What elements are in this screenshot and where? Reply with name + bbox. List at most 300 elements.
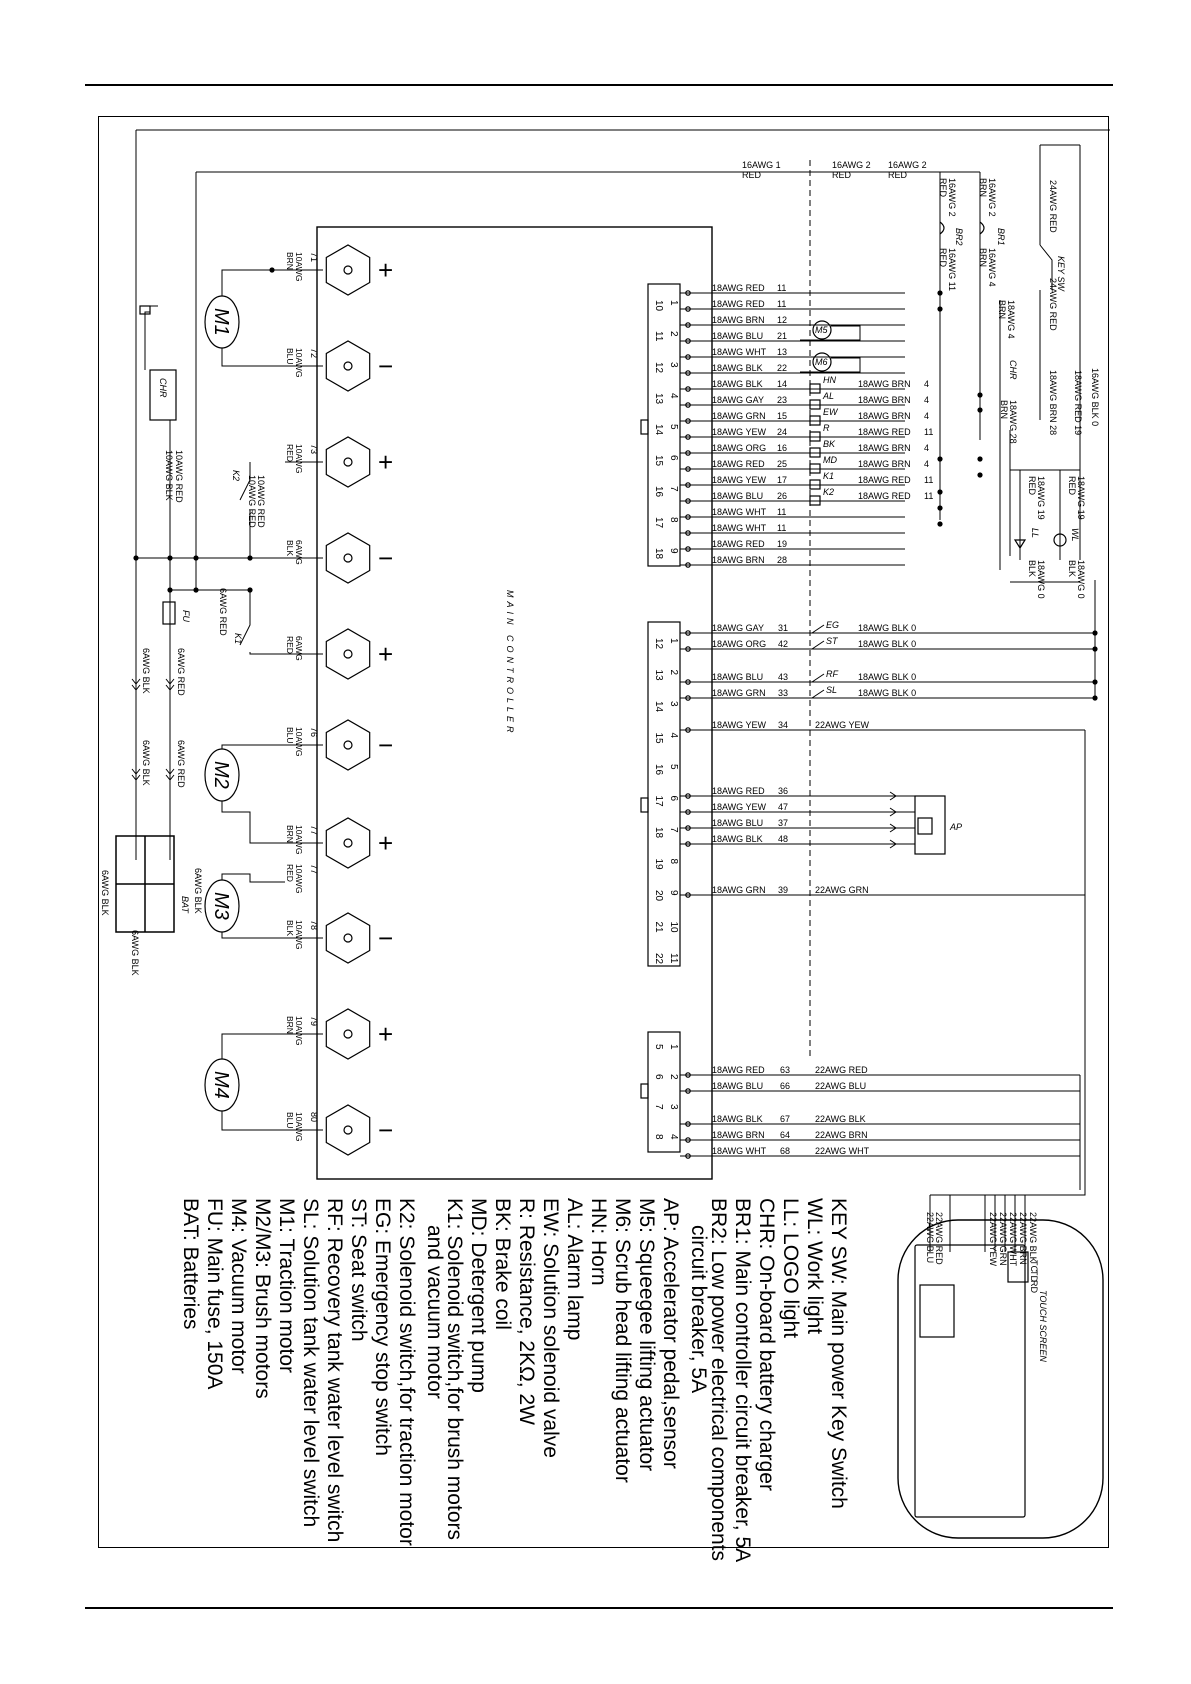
terminal-id: 77 [309, 864, 319, 875]
pin-number: 14 [653, 701, 664, 713]
touch-yew: 22AWG YEW [988, 1212, 998, 1267]
terminal-stud [344, 266, 352, 274]
terminal-wire-gauge: 10AWG [294, 348, 304, 378]
terminal-wire-color: BRN [285, 1016, 295, 1034]
wire [222, 745, 285, 749]
legend-item: EW: Solution solenoid valve [539, 1198, 562, 1458]
terminal-wire-gauge: 10AWG [294, 727, 304, 757]
k1-red-label: 6AWG RED [218, 588, 228, 636]
legend-item: FU: Main fuse, 150A [203, 1198, 226, 1390]
wire-label: 18AWG BLU [712, 818, 764, 828]
wire-label: 18AWG ORG [712, 443, 767, 453]
red19-label: 18AWG RED 19 [1073, 370, 1083, 436]
extension-wire: 22AWG BLK [815, 1114, 866, 1124]
terminal-id: 77 [309, 825, 319, 836]
brn28-wire: BRN [999, 400, 1009, 420]
pin-number: 1 [668, 300, 679, 306]
br2-label: BR2 [954, 228, 964, 246]
touch-brn: 22AWG BRN [1018, 1212, 1028, 1265]
junction-dot [193, 555, 198, 560]
terminal-sign: + [378, 639, 394, 669]
load-return-number: 11 [924, 427, 934, 437]
touch-grn: 22AWG GRN [998, 1212, 1008, 1266]
wire-label: 18AWG BRN [712, 555, 765, 565]
wire [250, 652, 285, 654]
wire [222, 874, 285, 882]
wire-number: 14 [777, 379, 788, 389]
touch-red: 22AWG RED [934, 1212, 944, 1265]
load-device-label: K2 [823, 487, 835, 497]
bat-link-wire: 6AWG BLK [100, 870, 110, 916]
pin-number: 17 [653, 517, 664, 529]
junction-dot [977, 392, 982, 397]
pin-number: 9 [668, 548, 679, 554]
legend-item: M6: Scrub head lifting actuator [611, 1198, 634, 1483]
bat-red-wire-2: 6AWG RED [176, 740, 186, 788]
touch-wht: 22AWG WHT [1008, 1212, 1018, 1267]
legend-item: ST: Seat switch [347, 1198, 370, 1342]
wire-label: 18AWG RED [712, 1065, 765, 1075]
lamp-blk-wire: BLK [1027, 560, 1037, 578]
legend-item: and vacuum motor [423, 1225, 446, 1399]
wire-label: 18AWG BLU [712, 331, 764, 341]
pin-number: 8 [668, 517, 679, 523]
load-device-label: AL [823, 391, 835, 401]
terminal-sign: − [378, 543, 394, 573]
bat-blk-wire-2: 6AWG BLK [141, 740, 151, 786]
terminal-wire-color: BRN [285, 252, 295, 270]
chr-contact-label: CHR [1008, 360, 1018, 380]
power-terminal [326, 437, 369, 487]
wire [222, 932, 285, 938]
k2-wire-label: 10AWG RED [256, 475, 266, 528]
chr-wire: 18AWG 4 [1006, 300, 1016, 339]
power-terminal [326, 245, 369, 295]
br2-in-wire: RED [938, 178, 948, 198]
terminal-id: 73 [309, 444, 319, 455]
connector-c-key [641, 1084, 648, 1098]
lamp-red-wire: 18AWG 19 [1036, 476, 1046, 520]
top-wire-2: 16AWG 2 [832, 160, 871, 170]
terminal-wire-color: BLK [285, 540, 295, 557]
legend-item: M5: Squeegee lifting actuator [635, 1198, 658, 1472]
pin-number: 2 [668, 1074, 679, 1080]
wire-label: 18AWG YEW [712, 720, 767, 730]
terminal-id: 79 [309, 1016, 319, 1027]
wire-label: 18AWG ORG [712, 639, 767, 649]
wire-number: 17 [777, 475, 788, 485]
motor-m1-label: M1 [210, 308, 232, 336]
terminal-sign: − [378, 351, 394, 381]
legend-item: M4: Vacuum motor [227, 1198, 250, 1374]
legend-item: LL: LOGO light [779, 1198, 802, 1339]
wire-number: 12 [777, 315, 788, 325]
br1-out-wire: 16AWG 4 [987, 248, 997, 287]
terminal-stud [344, 839, 352, 847]
terminal-wire-gauge: 6AWG [294, 636, 304, 661]
br2-in-wire: 16AWG 2 [947, 178, 957, 217]
pin-number: 18 [653, 827, 664, 839]
blk0-label: 16AWG BLK 0 [1090, 368, 1100, 427]
switch-return-wire: 18AWG BLK 0 [858, 623, 917, 633]
wire [222, 1034, 285, 1059]
pin-number: 12 [653, 638, 664, 650]
extension-wire: 22AWG WHT [815, 1146, 870, 1156]
top-wire-2-color: RED [832, 170, 852, 180]
load-return-wire: 18AWG BRN [858, 379, 911, 389]
wire-label: 18AWG YEW [712, 427, 767, 437]
wire-number: 11 [777, 299, 787, 309]
pin-number: 15 [653, 732, 664, 744]
terminal-stud [344, 362, 352, 370]
k2-label: K2 [231, 470, 241, 482]
terminal-wire-gauge: 10AWG [294, 444, 304, 474]
pin-number: 8 [668, 858, 679, 865]
top-wire-1-color: RED [742, 170, 762, 180]
bundle-turn [930, 1190, 1085, 1195]
breaker-br2 [940, 222, 944, 234]
junction-dot [937, 290, 942, 295]
pin-number: 11 [653, 331, 664, 342]
pin-number: 9 [668, 890, 679, 896]
legend-item: K2: Solenoid switch,for traction motor [395, 1198, 418, 1546]
power-terminal [326, 720, 369, 770]
wire-number: 11 [777, 283, 787, 293]
terminal-sign: − [378, 730, 394, 760]
pin-number: 13 [653, 393, 664, 405]
wire-label: 18AWG BLU [712, 491, 764, 501]
pin-number: 10 [668, 921, 679, 933]
power-terminal [326, 533, 369, 583]
wire-label: 18AWG BLK [712, 379, 763, 389]
legend-item: K1: Solenoid switch,for brush motors [443, 1198, 466, 1540]
br1-out-wire: BRN [978, 248, 988, 268]
wire-label: 18AWG YEW [712, 802, 767, 812]
pin-number: 2 [668, 331, 679, 337]
motor-m6-label: M6 [815, 357, 828, 367]
power-terminal [326, 818, 369, 868]
junction-dot [247, 587, 252, 592]
chr-wire: BRN [997, 300, 1007, 320]
touch-blu: 22AWG BLU [925, 1212, 935, 1264]
k1-label: K1 [233, 633, 243, 645]
key-24awg-red: 24AWG RED [1048, 180, 1058, 233]
legend-item: R: Resistance, 2KΩ, 2W [515, 1198, 538, 1425]
load-return-number: 11 [924, 475, 934, 485]
terminal-wire-color: BLK [285, 920, 295, 937]
wire-number: 67 [780, 1114, 791, 1124]
chr-blk-wire: 10AWG BLK [164, 450, 174, 501]
lamp-red-wire-2: 18AWG 19 [1076, 476, 1086, 520]
wire-label: 18AWG GRN [712, 688, 766, 698]
wire-label: 18AWG BLK [712, 1114, 763, 1124]
wire-label: 18AWG BLK [712, 834, 763, 844]
wire-number: 24 [777, 427, 788, 437]
switch-return-wire: 18AWG BLK 0 [858, 639, 917, 649]
terminal-id: 72 [309, 348, 319, 359]
junction-dot [269, 267, 274, 272]
terminal-wire-color: BLU [285, 727, 295, 744]
touch-screen-title: TOUCH SCREEN [1038, 1290, 1048, 1362]
wire-number: 28 [777, 555, 788, 565]
terminal-wire-gauge: 10AWG [294, 825, 304, 855]
junction-dot [167, 555, 172, 560]
wire-number: 36 [778, 786, 789, 796]
extension-wire: 22AWG GRN [815, 885, 869, 895]
wire [222, 1111, 285, 1130]
terminal-wire-color: RED [285, 636, 295, 654]
switch-symbol [812, 641, 824, 649]
pin-number: 5 [668, 764, 679, 770]
k2-wire-label: 10AWG RED [247, 475, 257, 528]
junction-dot [977, 456, 982, 461]
motor-m3-label: M3 [210, 892, 232, 920]
pin-number: 18 [653, 548, 664, 560]
pin-number: 4 [668, 1134, 679, 1140]
wire-number: 11 [777, 507, 787, 517]
load-return-wire: 18AWG RED [858, 427, 911, 437]
bat-red-wire: 6AWG RED [176, 648, 186, 696]
wire [222, 801, 285, 843]
wire-label: 18AWG BLK [712, 363, 763, 373]
junction-dot [1092, 630, 1097, 635]
wire-label: 18AWG GRN [712, 885, 766, 895]
lamp-blk-wire-2: BLK [1067, 560, 1077, 578]
lamp-red-wire: RED [1027, 476, 1037, 496]
pin-number: 15 [653, 455, 664, 467]
terminal-wire-gauge: 10AWG [294, 252, 304, 282]
pin-number: 17 [653, 795, 664, 807]
load-return-number: 4 [924, 395, 930, 405]
terminal-id: 80 [309, 1112, 319, 1123]
power-terminal [326, 1105, 369, 1155]
bat-link-wire-3: 6AWG BLK [130, 930, 140, 976]
wire-number: 22 [777, 363, 788, 373]
wire-label: 18AWG YEW [712, 475, 767, 485]
wire-number: 23 [777, 395, 788, 405]
load-return-number: 4 [924, 459, 930, 469]
wire-label: 18AWG GAY [712, 623, 765, 633]
terminal-wire-gauge: 10AWG [294, 1016, 304, 1046]
wire-number: 34 [778, 720, 789, 730]
load-return-number: 4 [924, 411, 930, 421]
pin-number: 10 [653, 300, 664, 312]
breaker-br1 [980, 222, 984, 234]
load-device-label: MD [823, 455, 837, 465]
brn28-label: 18AWG BRN 28 [1048, 370, 1058, 436]
wire-number: 31 [778, 623, 789, 633]
switch-symbol [812, 690, 824, 698]
legend-item: SL: Solution tank water level switch [299, 1198, 322, 1528]
terminal-stud [344, 1030, 352, 1038]
switch-symbol [812, 674, 824, 682]
legend-item: EG: Emergency stop switch [371, 1198, 394, 1456]
wl-label: WL [1070, 528, 1080, 542]
wire-label: 18AWG RED [712, 539, 765, 549]
terminal-wire-gauge: 10AWG [294, 864, 304, 894]
motor-m4-label: M4 [210, 1071, 232, 1099]
terminal-sign: + [378, 255, 394, 285]
terminal-stud [344, 1126, 352, 1134]
ap-label: AP [950, 822, 963, 832]
power-terminal [326, 341, 369, 391]
terminal-stud [344, 934, 352, 942]
wire-label: 18AWG RED [712, 459, 765, 469]
switch-symbol [812, 625, 824, 633]
wire-number: 19 [777, 539, 788, 549]
terminal-wire-gauge: 10AWG [294, 1112, 304, 1142]
load-device-label: EW [823, 407, 838, 417]
legend-item: BK: Brake coil [491, 1198, 514, 1330]
pin-number: 5 [668, 424, 679, 430]
wire-label: 18AWG RED [712, 786, 765, 796]
wire-number: 63 [780, 1065, 791, 1075]
pin-number: 4 [668, 393, 679, 399]
wire [222, 270, 285, 296]
bat-blk-wire: 6AWG BLK [141, 648, 151, 694]
terminal-wire-color: RED [285, 864, 295, 882]
pin-number: 7 [653, 1104, 664, 1110]
pin-number: 5 [653, 1044, 664, 1050]
top-wire-3: 16AWG 2 [888, 160, 927, 170]
pin-number: 13 [653, 669, 664, 681]
pin-number: 7 [668, 827, 679, 833]
wire-label: 18AWG BLU [712, 1081, 764, 1091]
lamp-blk-wire: 18AWG 0 [1036, 560, 1046, 599]
junction-dot [247, 555, 252, 560]
switch-device-label: EG [826, 620, 840, 630]
switch-return-wire: 18AWG BLK 0 [858, 672, 917, 682]
wire-label: 18AWG WHT [712, 1146, 767, 1156]
terminal-sign: + [378, 828, 394, 858]
junction-dot [937, 505, 942, 510]
legend-item: RF: Recovery tank water level switch [323, 1198, 346, 1543]
wire-number: 26 [777, 491, 788, 501]
pin-number: 22 [653, 953, 664, 965]
wire-number: 66 [780, 1081, 791, 1091]
junction-dot [937, 521, 942, 526]
junction-dot [977, 407, 982, 412]
touch-screen-display [920, 1285, 954, 1337]
accelerator-pedal-ap [915, 796, 945, 854]
junction-dot [167, 587, 172, 592]
pin-number: 1 [668, 638, 679, 644]
legend-item: circuit breaker, 5A [687, 1225, 710, 1394]
wire-number: 47 [778, 802, 789, 812]
terminal-stud [344, 650, 352, 658]
load-device-label: BK [823, 439, 836, 449]
br1-in-wire: BRN [978, 178, 988, 198]
wire [222, 348, 285, 366]
pin-number: 11 [668, 953, 679, 964]
legend-item: BR1: Main controller circuit breaker, 5A [731, 1198, 754, 1563]
load-device-label: R [823, 423, 830, 433]
terminal-wire-color: BLU [285, 348, 295, 365]
motor-m2-label: M2 [210, 761, 232, 789]
wire-number: 64 [780, 1130, 791, 1140]
wire-number: 25 [777, 459, 788, 469]
wire-label: 18AWG WHT [712, 347, 767, 357]
terminal-id: 78 [309, 920, 319, 931]
load-return-wire: 18AWG RED [858, 475, 911, 485]
switch-device-label: ST [826, 636, 838, 646]
wire-number: 16 [777, 443, 788, 453]
wire-label: 18AWG BLU [712, 672, 764, 682]
load-return-number: 4 [924, 443, 930, 453]
terminal-wire-gauge: 10AWG [294, 920, 304, 950]
extension-wire: 22AWG BRN [815, 1130, 868, 1140]
pin-number: 12 [653, 362, 664, 374]
terminal-wire-color: BRN [285, 825, 295, 843]
pin-number: 16 [653, 486, 664, 498]
ap-sensor [918, 818, 932, 834]
legend-item: AP: Accelerator pedal,sensor [659, 1198, 682, 1469]
load-return-wire: 18AWG BRN [858, 411, 911, 421]
wire-number: 21 [777, 331, 788, 341]
ll-label: LL [1030, 528, 1040, 539]
wire-number: 68 [780, 1146, 791, 1156]
chr-red-wire: 10AWG RED [174, 450, 184, 503]
pin-number: 2 [668, 669, 679, 676]
load-device-label: HN [823, 375, 836, 385]
switch-device-label: SL [826, 685, 838, 695]
touch-screen-outer [898, 1220, 1103, 1538]
wire-number: 15 [777, 411, 788, 421]
motor-m5-label: M5 [815, 325, 828, 335]
br1-in-wire: 16AWG 2 [987, 178, 997, 217]
wire-label: 18AWG GRN [712, 411, 766, 421]
chr-label: CHR [158, 378, 168, 398]
load-device-label: K1 [823, 471, 835, 481]
terminal-stud [344, 458, 352, 466]
wire-label: 18AWG WHT [712, 507, 767, 517]
wire-number: 42 [778, 639, 789, 649]
wire-number: 39 [778, 885, 789, 895]
pin-number: 1 [668, 1044, 679, 1050]
load-return-wire: 18AWG RED [858, 491, 911, 501]
br2-out-wire: RED [938, 248, 948, 268]
terminal-sign: − [378, 1115, 394, 1145]
fu-label: FU [181, 610, 191, 622]
touch-blk: 22AWG BLK [1028, 1212, 1038, 1263]
pin-number: 8 [653, 1134, 664, 1140]
junction-dot [937, 306, 942, 311]
pin-number: 6 [668, 455, 679, 461]
pin-number: 3 [668, 701, 679, 707]
pin-number: 19 [653, 858, 664, 870]
wire-label: 18AWG WHT [712, 523, 767, 533]
top-wire-3-color: RED [888, 170, 908, 180]
connector-b-key [641, 798, 648, 812]
terminal-id: 71 [309, 252, 319, 263]
legend-item: BR2: Low power electrical components [707, 1198, 730, 1562]
pin-number: 6 [668, 795, 679, 802]
pin-number: 14 [653, 424, 664, 436]
terminal-sign: + [378, 447, 394, 477]
legend-item: AL: Alarm lamp [563, 1198, 586, 1341]
pin-number: 20 [653, 890, 664, 902]
connector-a-key [641, 420, 648, 434]
load-return-wire: 18AWG BRN [858, 443, 911, 453]
power-terminal [326, 913, 369, 963]
load-return-wire: 18AWG BRN [858, 459, 911, 469]
bat-label: BAT [180, 896, 190, 913]
terminal-stud [344, 554, 352, 562]
key-sw-label: KEY SW [1056, 256, 1066, 291]
terminal-sign: + [378, 1019, 394, 1049]
touch-pin-label: RD [1029, 1280, 1039, 1293]
pin-number: 16 [653, 764, 664, 776]
